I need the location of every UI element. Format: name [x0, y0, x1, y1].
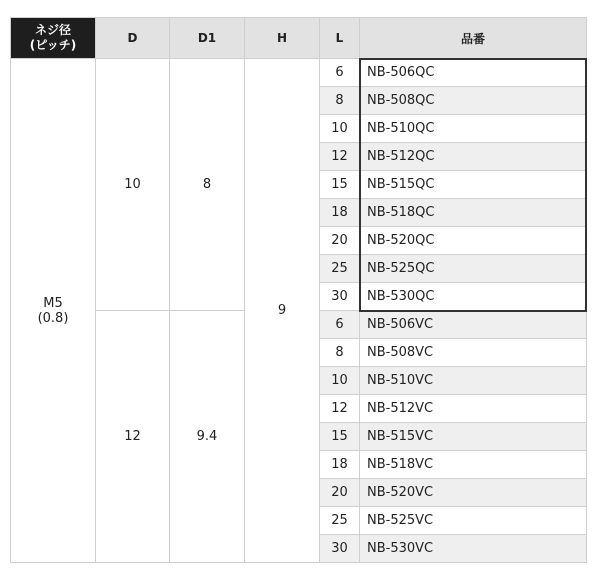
- part-number-cell: NB-520VC: [360, 479, 587, 507]
- d1-cell: 8: [170, 59, 245, 311]
- d-cell: 12: [96, 311, 170, 563]
- length-cell: 10: [320, 367, 360, 395]
- part-number-cell: NB-510QC: [360, 115, 587, 143]
- length-cell: 25: [320, 255, 360, 283]
- part-number-cell: NB-510VC: [360, 367, 587, 395]
- part-number-cell: NB-508VC: [360, 339, 587, 367]
- length-cell: 30: [320, 283, 360, 311]
- length-cell: 18: [320, 199, 360, 227]
- length-cell: 20: [320, 479, 360, 507]
- length-cell: 8: [320, 339, 360, 367]
- thread-size: M5: [43, 295, 63, 311]
- d1-cell: 9.4: [170, 311, 245, 563]
- part-number-cell: NB-518VC: [360, 451, 587, 479]
- part-number-cell: NB-520QC: [360, 227, 587, 255]
- length-cell: 20: [320, 227, 360, 255]
- header-pitch-label: (ピッチ): [29, 38, 77, 52]
- header-thread-label: ネジ径: [34, 23, 71, 37]
- part-number-cell: NB-512VC: [360, 395, 587, 423]
- d-cell: 10: [96, 59, 170, 311]
- thread-cell: [11, 59, 96, 563]
- length-cell: 30: [320, 535, 360, 563]
- length-cell: 8: [320, 87, 360, 115]
- header-row: [11, 18, 587, 59]
- length-cell: 18: [320, 451, 360, 479]
- table-body: [11, 59, 587, 563]
- h-cell: 9: [245, 59, 320, 563]
- length-cell: 6: [320, 59, 360, 87]
- part-number-cell: NB-530VC: [360, 535, 587, 563]
- spec-table: [10, 17, 587, 563]
- table-row: [11, 59, 587, 87]
- length-cell: 12: [320, 395, 360, 423]
- length-cell: 6: [320, 311, 360, 339]
- length-cell: 10: [320, 115, 360, 143]
- header-part-number: 品番: [360, 18, 587, 59]
- length-cell: 25: [320, 507, 360, 535]
- part-number-cell: NB-512QC: [360, 143, 587, 171]
- part-number-cell: NB-525VC: [360, 507, 587, 535]
- part-number-cell: NB-515QC: [360, 171, 587, 199]
- part-number-cell: NB-518QC: [360, 199, 587, 227]
- part-number-cell: NB-515VC: [360, 423, 587, 451]
- header-d: D: [96, 18, 170, 59]
- part-number-cell: NB-506QC: [360, 59, 587, 87]
- length-cell: 12: [320, 143, 360, 171]
- header-thread-pitch: [11, 18, 96, 59]
- length-cell: 15: [320, 423, 360, 451]
- part-number-cell: NB-508QC: [360, 87, 587, 115]
- part-number-cell: NB-506VC: [360, 311, 587, 339]
- header-h: H: [245, 18, 320, 59]
- thread-pitch: (0.8): [37, 310, 69, 326]
- part-number-cell: NB-530QC: [360, 283, 587, 311]
- part-number-cell: NB-525QC: [360, 255, 587, 283]
- length-cell: 15: [320, 171, 360, 199]
- header-l: L: [320, 18, 360, 59]
- header-d1: D1: [170, 18, 245, 59]
